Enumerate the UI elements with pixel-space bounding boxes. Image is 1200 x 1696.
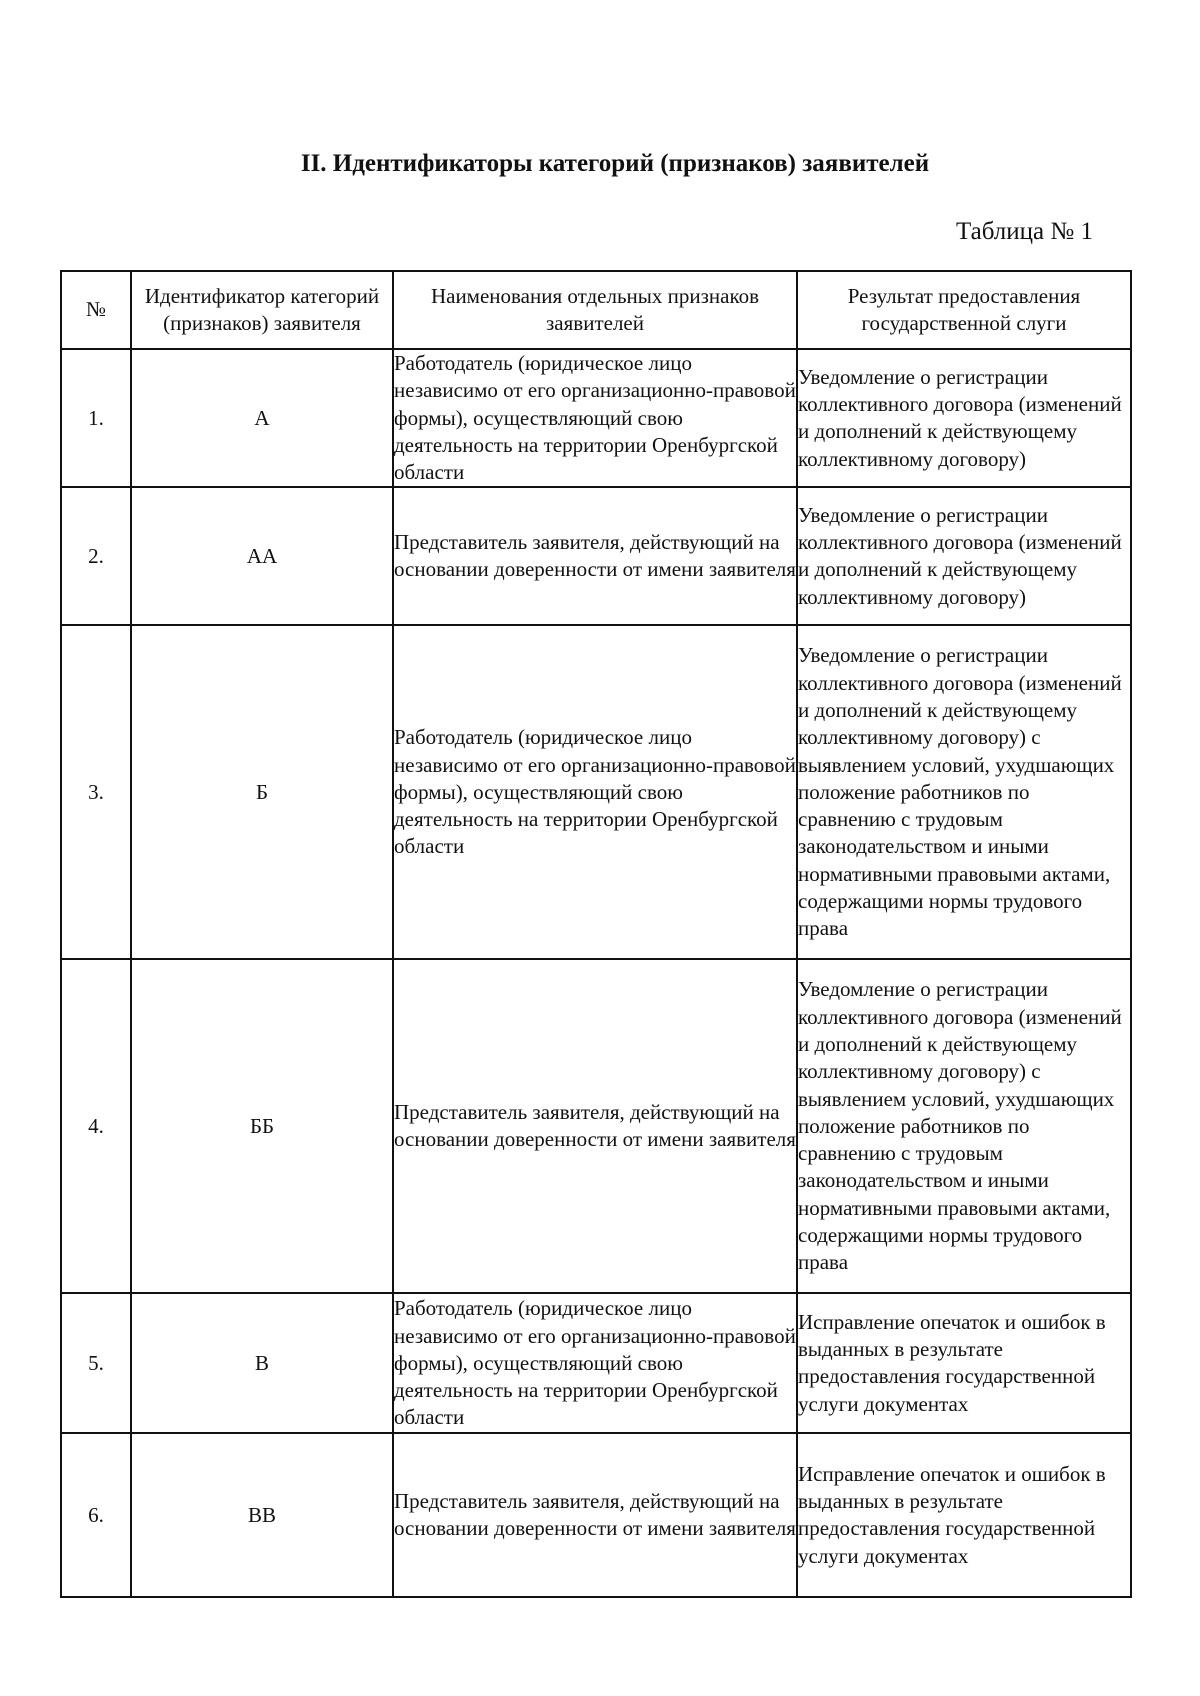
row-number: 1. [61, 349, 131, 487]
row-number: 2. [61, 487, 131, 625]
table-row [61, 1293, 1131, 1433]
row-number: 5. [61, 1293, 131, 1433]
row-name: Представитель заявителя, действующий на основании доверенности от имени заявителя [393, 487, 797, 625]
row-name: Работодатель (юридическое лицо независимо от его организационно-правовой формы), осуществляющий свою деятельность на территории Оренбургской области [393, 349, 797, 487]
row-result: Исправление опечаток и ошибок в выданных в результате предоставления государственной услуги документах [797, 1293, 1131, 1433]
row-number: 4. [61, 959, 131, 1293]
row-name: Работодатель (юридическое лицо независимо от его организационно-правовой формы), осуществляющий свою деятельность на территории Оренбургской области [393, 625, 797, 959]
table-row [61, 487, 1131, 625]
header-result: Результат предоставления государственной слуги [797, 271, 1131, 349]
row-identifier: ВВ [131, 1433, 393, 1597]
row-identifier: В [131, 1293, 393, 1433]
table-row [61, 1433, 1131, 1597]
applicant-categories-table [60, 270, 1132, 1598]
row-result: Уведомление о регистрации коллективного договора (изменений и дополнений к действующему коллективному договору) [797, 487, 1131, 625]
row-number: 6. [61, 1433, 131, 1597]
row-result: Уведомление о регистрации коллективного договора (изменений и дополнений к действующему коллективному договору) с выявлением условий, ухудшающих положение работников по сравнению с трудовым законодательством и иными нормативными правовыми актами, содержащими нормы трудового права [797, 625, 1131, 959]
row-number: 3. [61, 625, 131, 959]
table-header-row [61, 271, 1131, 349]
header-identifier: Идентификатор категорий (признаков) заявителя [131, 271, 393, 349]
header-name: Наименования отдельных признаков заявителей [393, 271, 797, 349]
header-num: № [61, 271, 131, 349]
table-caption: Таблица № 1 [955, 218, 1093, 245]
row-identifier: ББ [131, 959, 393, 1293]
row-result: Уведомление о регистрации коллективного договора (изменений и дополнений к действующему коллективному договору) [797, 349, 1131, 487]
page-title: II. Идентификаторы категорий (признаков) заявителей [300, 150, 930, 177]
row-identifier: А [131, 349, 393, 487]
row-result: Уведомление о регистрации коллективного договора (изменений и дополнений к действующему коллективному договору) с выявлением условий, ухудшающих положение работников по сравнению с трудовым законодательством и иными нормативными правовыми актами, содержащими нормы трудового права [797, 959, 1131, 1293]
row-identifier: Б [131, 625, 393, 959]
row-identifier: АА [131, 487, 393, 625]
row-name: Представитель заявителя, действующий на основании доверенности от имени заявителя [393, 1433, 797, 1597]
row-result: Исправление опечаток и ошибок в выданных в результате предоставления государственной услуги документах [797, 1433, 1131, 1597]
row-name: Представитель заявителя, действующий на основании доверенности от имени заявителя [393, 959, 797, 1293]
row-name: Работодатель (юридическое лицо независимо от его организационно-правовой формы), осуществляющий свою деятельность на территории Оренбургской области [393, 1293, 797, 1433]
table-row [61, 349, 1131, 487]
table-row [61, 959, 1131, 1293]
table-row [61, 625, 1131, 959]
